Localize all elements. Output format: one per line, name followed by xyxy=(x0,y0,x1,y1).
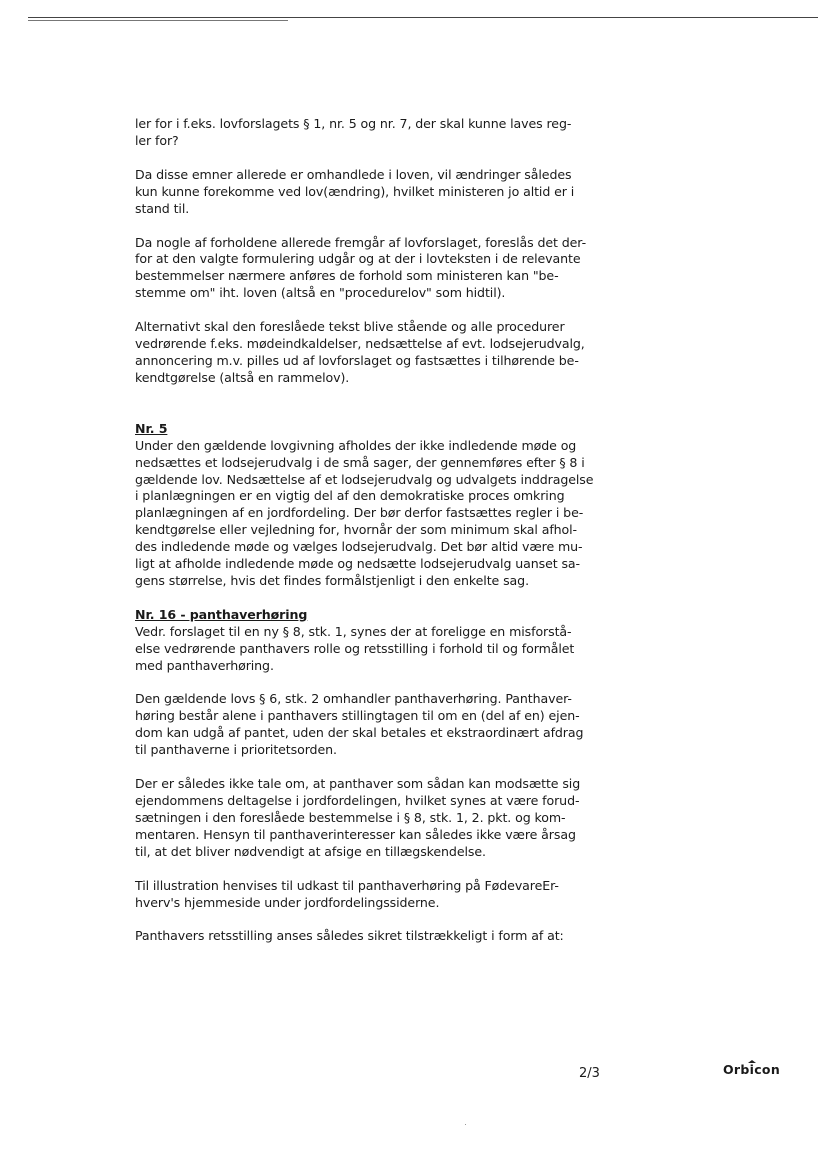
text-line: des indledende møde og vælges lodsejerudvalg. Det bør altid være mu- xyxy=(135,539,583,555)
header-rule xyxy=(28,17,818,18)
paragraph xyxy=(135,928,605,945)
paragraph xyxy=(135,319,605,387)
text-line: stand til. xyxy=(135,200,190,216)
header-rule-secondary xyxy=(28,20,288,21)
text-line: Panthavers retsstilling anses således sikret tilstrækkeligt i form af at: xyxy=(135,928,564,944)
text-line: gældende lov. Nedsættelse af et lodsejerudvalg og udvalgets inddragelse xyxy=(135,471,594,487)
text-line: Vedr. forslaget til en ny § 8, stk. 1, synes der at foreligge en misforstå- xyxy=(135,623,572,639)
paragraph xyxy=(135,116,605,150)
section-body xyxy=(135,438,605,590)
section-heading: Nr. 5 xyxy=(135,420,168,436)
text-line: Under den gældende lovgivning afholdes der ikke indledende møde og xyxy=(135,437,577,453)
text-line: til panthaverne i prioritetsorden. xyxy=(135,742,337,758)
text-line: vedrørende f.eks. mødeindkaldelser, nedsættelse af evt. lodsejerudvalg, xyxy=(135,336,585,352)
text-line: bestemmelser nærmere anføres de forhold som ministeren kan "be- xyxy=(135,268,559,284)
text-line: Da disse emner allerede er omhandlede i loven, vil ændringer således xyxy=(135,166,572,182)
text-line: kendtgørelse (altså en rammelov). xyxy=(135,369,350,385)
text-line: annoncering m.v. pilles ud af lovforslaget og fastsættes i tilhørende be- xyxy=(135,352,579,368)
text-line: høring består alene i panthavers stillingtagen til om en (del af en) ejen- xyxy=(135,708,580,724)
text-line: i planlægningen er en vigtig del af den demokratiske proces omkring xyxy=(135,488,565,504)
section-nr5 xyxy=(135,421,605,590)
paragraph xyxy=(135,878,605,912)
section-heading: Nr. 16 - panthaverhøring xyxy=(135,606,308,622)
text-line: hverv's hjemmeside under jordfordelingssiderne. xyxy=(135,894,440,910)
paragraph xyxy=(135,167,605,218)
scan-speck xyxy=(465,1124,466,1125)
text-line: til, at det bliver nødvendigt at afsige en tillægskendelse. xyxy=(135,843,486,859)
text-line: dom kan udgå af pantet, uden der skal betales et ekstraordinært afdrag xyxy=(135,725,584,741)
section-nr16 xyxy=(135,607,605,946)
text-line: med panthaverhøring. xyxy=(135,657,274,673)
intro-paragraphs xyxy=(135,116,605,387)
text-line: planlægningen af en jordfordeling. Der bør derfor fastsættes regler i be- xyxy=(135,505,584,521)
text-line: nedsættes et lodsejerudvalg i de små sager, der gennemføres efter § 8 i xyxy=(135,454,585,470)
text-line: Den gældende lovs § 6, stk. 2 omhandler panthaverhøring. Panthaver- xyxy=(135,691,572,707)
paragraph xyxy=(135,438,605,590)
text-line: ler for? xyxy=(135,132,179,148)
text-line: ejendommens deltagelse i jordfordelingen, hvilket synes at være forud- xyxy=(135,793,580,808)
paragraph xyxy=(135,776,605,861)
text-line: mentaren. Hensyn til panthaverinteresser kan således ikke være årsag xyxy=(135,826,576,842)
text-line: Der er således ikke tale om, at panthaver som sådan kan modsætte sig xyxy=(135,776,581,792)
orbicon-logo: Orbicon xyxy=(723,1062,781,1077)
text-line: sætningen i den foreslåede bestemmelse i § 8, stk. 1, 2. pkt. og kom- xyxy=(135,809,566,825)
text-line: stemme om" iht. loven (altså en "procedurelov" som hidtil). xyxy=(135,285,506,301)
paragraph xyxy=(135,691,605,759)
text-line: ler for i f.eks. lovforslagets § 1, nr. 5 og nr. 7, der skal kunne laves reg- xyxy=(135,116,572,131)
section-body xyxy=(135,624,605,946)
text-line: kendtgørelse eller vejledning for, hvornår der som minimum skal afhol- xyxy=(135,522,578,538)
text-line: Alternativt skal den foreslåede tekst blive stående og alle procedurer xyxy=(135,319,565,335)
text-line: gens størrelse, hvis det findes formålstjenligt i den enkelte sag. xyxy=(135,572,529,588)
text-line: Da nogle af forholdene allerede fremgår af lovforslaget, foreslås det der- xyxy=(135,234,587,250)
paragraph xyxy=(135,624,605,675)
document-body xyxy=(135,116,605,962)
page-number: 2/3 xyxy=(579,1066,600,1081)
text-line: ligt at afholde indledende møde og nedsætte lodsejerudvalg uanset sa- xyxy=(135,556,580,572)
text-line: else vedrørende panthavers rolle og retsstilling i forhold til og formålet xyxy=(135,640,575,656)
text-line: Til illustration henvises til udkast til panthaverhøring på FødevareEr- xyxy=(135,877,559,893)
paragraph xyxy=(135,235,605,303)
text-line: kun kunne forekomme ved lov(ændring), hvilket ministeren jo altid er i xyxy=(135,183,575,199)
text-line: for at den valgte formulering udgår og at der i lovteksten i de relevante xyxy=(135,251,581,267)
